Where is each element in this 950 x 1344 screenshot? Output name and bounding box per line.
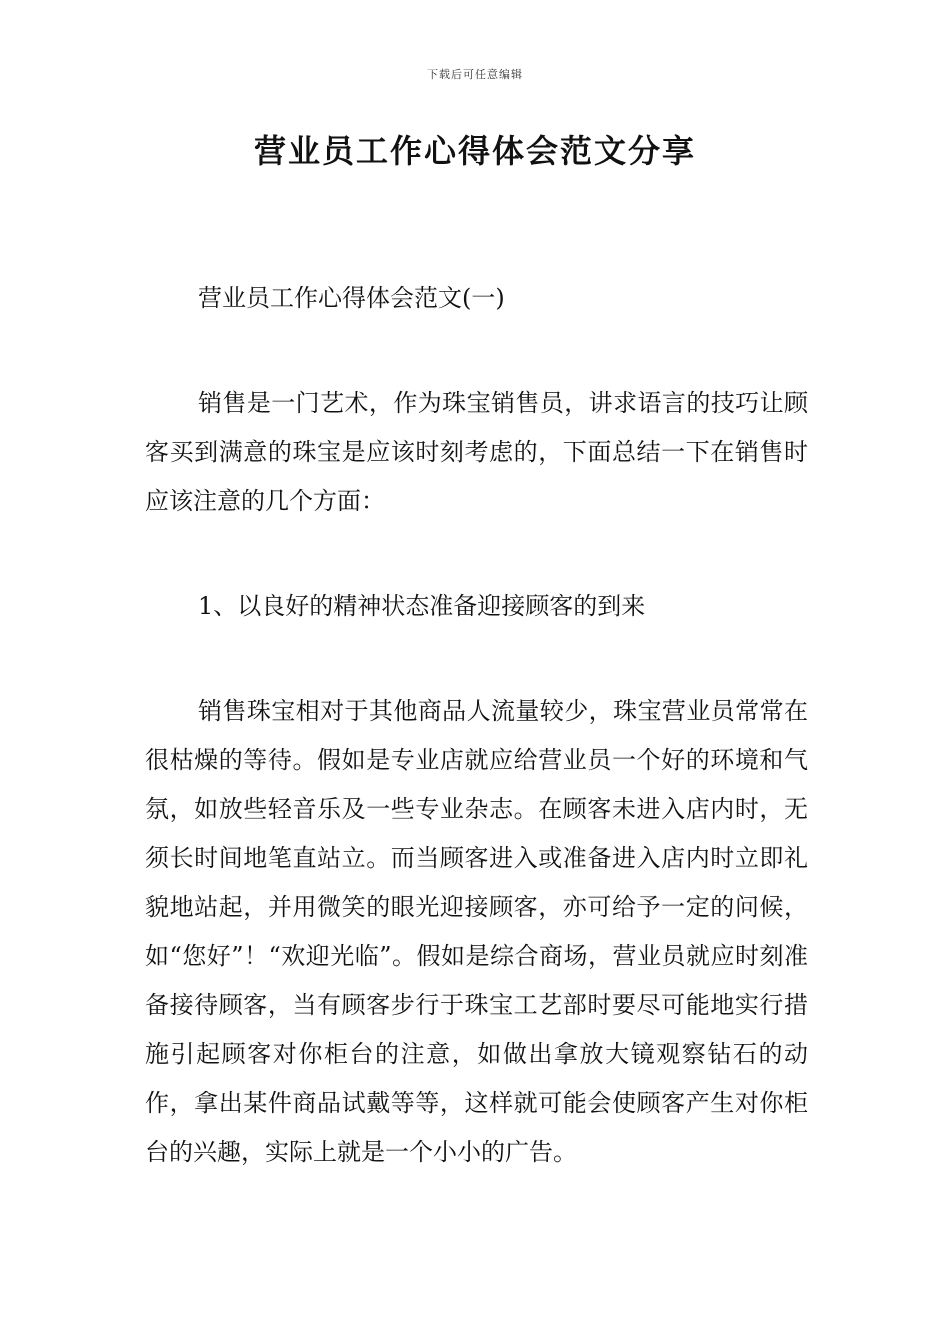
- spacer: [145, 323, 808, 379]
- document-title: 营业员工作心得体会范文分享: [253, 132, 696, 170]
- point-heading: 1、以良好的精神状态准备迎接顾客的到来: [198, 592, 646, 620]
- intro-paragraph: 销售是一门艺术，作为珠宝销售员，讲求语言的技巧让顾客买到满意的珠宝是应该时刻考虑的，下面总结一下在销售时应该注意的几个方面：: [145, 389, 808, 515]
- header-note: 下载后可任意编辑: [427, 68, 523, 81]
- document-body: [145, 274, 808, 1177]
- point-paragraph: 销售珠宝相对于其他商品人流量较少，珠宝营业员常常在很枯燥的等待。假如是专业店就应给营业员一个好的环境和气氛，如放些轻音乐及一些专业杂志。在顾客未进入店内时，无须长时间地笔直站立。而当顾客进入或准备进入店内时立即礼貌地站起，并用微笑的眼光迎接顾客，亦可给予一定的问候，如“您好”！“欢迎光临”。假如是综合商场，营业员就应时刻准备接待顾客，当有顾客步行于珠宝工艺部时要尽可能地实行措施引起顾客对你柜台的注意，如做出拿放大镜观察钻石的动作，拿出某件商品试戴等等，这样就可能会使顾客产生对你柜台的兴趣，实际上就是一个小小的广告。: [145, 697, 808, 1166]
- spacer: [145, 526, 808, 582]
- section-heading: 营业员工作心得体会范文(一): [198, 284, 505, 312]
- spacer: [145, 631, 808, 687]
